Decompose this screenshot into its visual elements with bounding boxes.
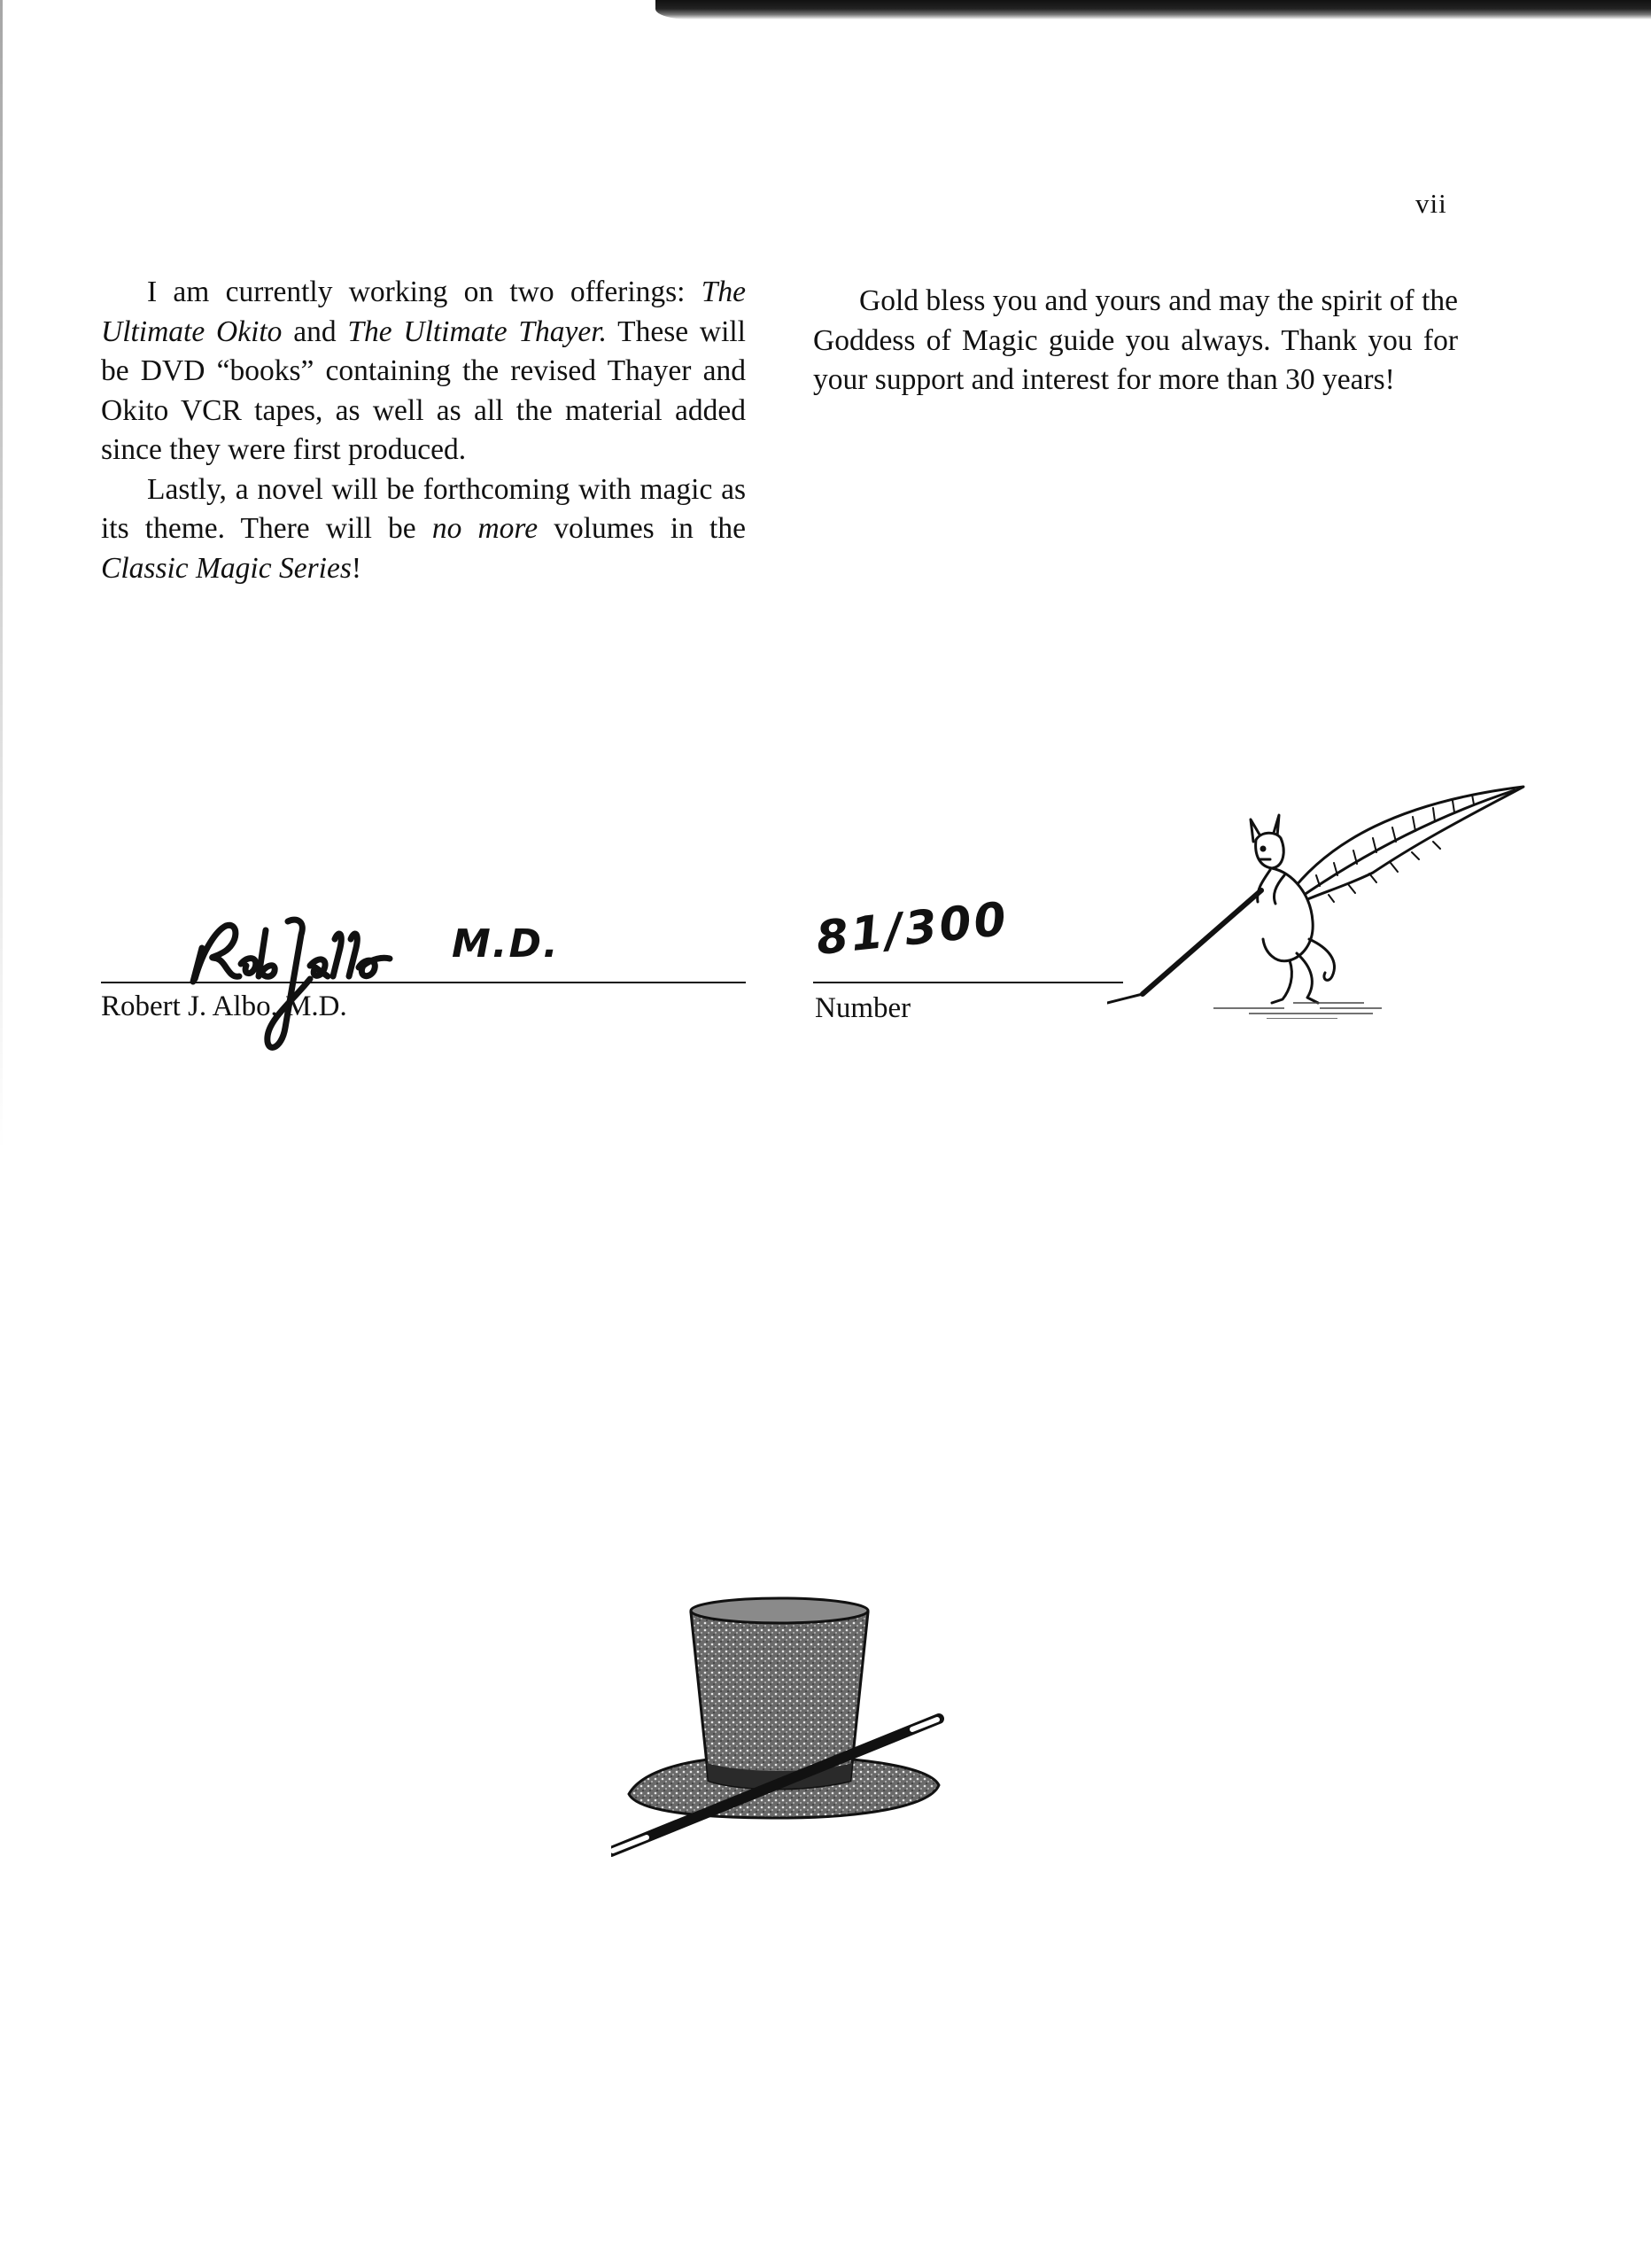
scan-shadow-left: [0, 0, 3, 1152]
top-hat-and-wand-icon: [611, 1586, 957, 1869]
scan-shadow-top: [655, 0, 1651, 19]
number-line: [813, 982, 1123, 983]
signer-name: Robert J. Albo, M.D.: [101, 990, 347, 1022]
signature-line: [101, 982, 746, 983]
number-label: Number: [815, 992, 911, 1024]
devil-with-quill-pen-icon: [1107, 771, 1532, 1019]
page-number: vii: [1415, 188, 1447, 219]
left-paragraph-1: I am currently working on two offerings: The Ultimate Okito and The Ultimate Thayer. These will be DVD “books” containing the revised Thayer and Okito VCR tapes, as well as all the material added since they were first produced.: [101, 276, 746, 466]
left-paragraph-2: Lastly, a novel will be forthcoming with magic as its theme. There will be no more volumes in the Classic Magic Series!: [101, 472, 746, 585]
handwritten-edition-number: 81/300: [813, 892, 1012, 966]
right-column: [813, 282, 1458, 400]
handwritten-md: M.D.: [452, 921, 560, 967]
left-column: [101, 273, 746, 588]
right-paragraph-1: Gold bless you and yours and may the spirit of the Goddess of Magic guide you always. Thank you for your support and interest for more than 30 years!: [813, 284, 1458, 396]
